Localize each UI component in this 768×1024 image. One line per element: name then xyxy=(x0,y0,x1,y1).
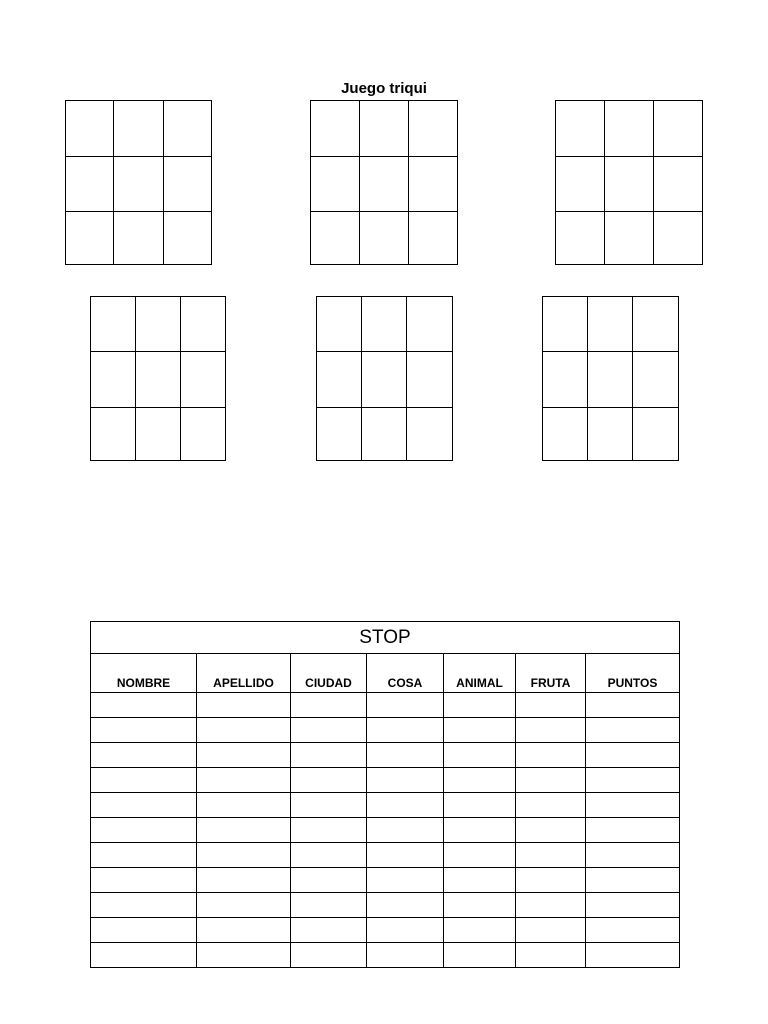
table-cell[interactable] xyxy=(444,918,516,943)
table-cell[interactable] xyxy=(291,768,367,793)
tictactoe-cell[interactable] xyxy=(543,352,588,408)
table-cell[interactable] xyxy=(586,943,680,968)
tictactoe-grid xyxy=(90,296,226,461)
table-cell[interactable] xyxy=(586,768,680,793)
table-cell[interactable] xyxy=(516,743,586,768)
table-cell[interactable] xyxy=(291,693,367,718)
table-cell[interactable] xyxy=(586,868,680,893)
tictactoe-cell[interactable] xyxy=(164,212,211,264)
table-cell[interactable] xyxy=(91,693,197,718)
table-cell[interactable] xyxy=(197,768,291,793)
column-header-cosa: COSA xyxy=(367,654,444,693)
tictactoe-cell[interactable] xyxy=(362,408,407,460)
table-cell[interactable] xyxy=(91,843,197,868)
column-header-apellido: APELLIDO xyxy=(197,654,291,693)
table-cell[interactable] xyxy=(91,793,197,818)
stop-table-body xyxy=(91,693,680,968)
tictactoe-cell[interactable] xyxy=(360,101,409,157)
tictactoe-cell[interactable] xyxy=(317,408,362,460)
table-cell[interactable] xyxy=(516,718,586,743)
tictactoe-cell[interactable] xyxy=(654,101,702,157)
tictactoe-cell[interactable] xyxy=(556,212,605,264)
table-cell[interactable] xyxy=(586,918,680,943)
tictactoe-grid xyxy=(542,296,679,461)
tictactoe-cell[interactable] xyxy=(91,297,136,352)
table-cell[interactable] xyxy=(197,918,291,943)
table-cell[interactable] xyxy=(197,793,291,818)
table-cell[interactable] xyxy=(197,718,291,743)
tictactoe-cell[interactable] xyxy=(409,157,457,212)
tictactoe-cell[interactable] xyxy=(407,352,452,408)
tictactoe-cell[interactable] xyxy=(317,352,362,408)
table-cell[interactable] xyxy=(197,843,291,868)
table-cell[interactable] xyxy=(197,743,291,768)
table-cell[interactable] xyxy=(291,868,367,893)
table-cell[interactable] xyxy=(516,868,586,893)
table-cell[interactable] xyxy=(291,793,367,818)
table-cell[interactable] xyxy=(367,743,444,768)
tictactoe-cell[interactable] xyxy=(588,297,633,352)
table-cell[interactable] xyxy=(197,818,291,843)
table-cell[interactable] xyxy=(91,718,197,743)
tictactoe-cell[interactable] xyxy=(409,212,457,264)
table-row xyxy=(91,743,680,768)
table-cell[interactable] xyxy=(516,693,586,718)
table-cell[interactable] xyxy=(444,768,516,793)
table-cell[interactable] xyxy=(367,693,444,718)
table-cell[interactable] xyxy=(516,768,586,793)
table-cell[interactable] xyxy=(516,943,586,968)
table-row xyxy=(91,943,680,968)
tictactoe-cell[interactable] xyxy=(605,157,654,212)
table-row xyxy=(91,768,680,793)
column-header-ciudad: CIUDAD xyxy=(291,654,367,693)
table-cell[interactable] xyxy=(291,943,367,968)
table-cell[interactable] xyxy=(586,743,680,768)
tictactoe-cell[interactable] xyxy=(654,212,702,264)
tictactoe-grid xyxy=(316,296,453,461)
tictactoe-cell[interactable] xyxy=(605,101,654,157)
table-cell[interactable] xyxy=(291,893,367,918)
table-row xyxy=(91,843,680,868)
tictactoe-cell[interactable] xyxy=(407,297,452,352)
tictactoe-cell[interactable] xyxy=(543,297,588,352)
stop-title: STOP xyxy=(91,622,680,654)
tictactoe-cell[interactable] xyxy=(556,157,605,212)
table-cell[interactable] xyxy=(91,768,197,793)
tictactoe-cell[interactable] xyxy=(66,157,114,212)
table-row xyxy=(91,793,680,818)
table-cell[interactable] xyxy=(197,868,291,893)
table-cell[interactable] xyxy=(291,918,367,943)
table-cell[interactable] xyxy=(367,793,444,818)
table-cell[interactable] xyxy=(516,793,586,818)
table-cell[interactable] xyxy=(444,693,516,718)
table-cell[interactable] xyxy=(586,693,680,718)
table-cell[interactable] xyxy=(367,893,444,918)
table-cell[interactable] xyxy=(586,893,680,918)
table-row xyxy=(91,868,680,893)
table-cell[interactable] xyxy=(444,868,516,893)
table-cell[interactable] xyxy=(444,943,516,968)
tictactoe-grid xyxy=(555,100,703,265)
tictactoe-cell[interactable] xyxy=(181,297,225,352)
tictactoe-cell[interactable] xyxy=(556,101,605,157)
tictactoe-cell[interactable] xyxy=(409,101,457,157)
table-cell[interactable] xyxy=(197,943,291,968)
table-cell[interactable] xyxy=(586,843,680,868)
tictactoe-cell[interactable] xyxy=(136,352,181,408)
tictactoe-cell[interactable] xyxy=(311,212,360,264)
tictactoe-cell[interactable] xyxy=(114,212,164,264)
tictactoe-cell[interactable] xyxy=(407,408,452,460)
table-cell[interactable] xyxy=(367,943,444,968)
tictactoe-grid xyxy=(310,100,458,265)
table-cell[interactable] xyxy=(367,843,444,868)
column-header-nombre: NOMBRE xyxy=(91,654,197,693)
table-cell[interactable] xyxy=(291,718,367,743)
tictactoe-cell[interactable] xyxy=(66,212,114,264)
table-cell[interactable] xyxy=(91,943,197,968)
table-cell[interactable] xyxy=(444,743,516,768)
table-cell[interactable] xyxy=(516,843,586,868)
tictactoe-cell[interactable] xyxy=(633,352,678,408)
table-row xyxy=(91,918,680,943)
tictactoe-cell[interactable] xyxy=(91,408,136,460)
tictactoe-cell[interactable] xyxy=(114,101,164,157)
tictactoe-cell[interactable] xyxy=(360,157,409,212)
tictactoe-cell[interactable] xyxy=(588,408,633,460)
tictactoe-cell[interactable] xyxy=(91,352,136,408)
column-header-animal: ANIMAL xyxy=(444,654,516,693)
table-cell[interactable] xyxy=(444,818,516,843)
table-cell[interactable] xyxy=(91,893,197,918)
table-cell[interactable] xyxy=(91,818,197,843)
table-cell[interactable] xyxy=(367,768,444,793)
tictactoe-cell[interactable] xyxy=(362,352,407,408)
tictactoe-cell[interactable] xyxy=(66,101,114,157)
table-cell[interactable] xyxy=(197,893,291,918)
table-cell[interactable] xyxy=(91,868,197,893)
tictactoe-cell[interactable] xyxy=(362,297,407,352)
table-cell[interactable] xyxy=(367,868,444,893)
table-cell[interactable] xyxy=(367,718,444,743)
tictactoe-title: Juego triqui xyxy=(341,80,427,97)
table-cell[interactable] xyxy=(444,793,516,818)
tictactoe-grid xyxy=(65,100,212,265)
table-cell[interactable] xyxy=(91,743,197,768)
tictactoe-cell[interactable] xyxy=(164,101,211,157)
tictactoe-cell[interactable] xyxy=(164,157,211,212)
tictactoe-cell[interactable] xyxy=(181,408,225,460)
tictactoe-cell[interactable] xyxy=(543,408,588,460)
table-cell[interactable] xyxy=(586,718,680,743)
table-cell[interactable] xyxy=(291,843,367,868)
tictactoe-cell[interactable] xyxy=(136,408,181,460)
tictactoe-cell[interactable] xyxy=(311,157,360,212)
table-cell[interactable] xyxy=(367,918,444,943)
tictactoe-cell[interactable] xyxy=(317,297,362,352)
tictactoe-cell[interactable] xyxy=(181,352,225,408)
table-cell[interactable] xyxy=(291,743,367,768)
tictactoe-cell[interactable] xyxy=(633,408,678,460)
table-cell[interactable] xyxy=(516,918,586,943)
table-cell[interactable] xyxy=(197,693,291,718)
table-cell[interactable] xyxy=(367,818,444,843)
table-cell[interactable] xyxy=(586,793,680,818)
tictactoe-cell[interactable] xyxy=(136,297,181,352)
tictactoe-cell[interactable] xyxy=(588,352,633,408)
column-header-puntos: PUNTOS xyxy=(586,654,680,693)
table-row xyxy=(91,893,680,918)
table-cell[interactable] xyxy=(516,818,586,843)
tictactoe-cell[interactable] xyxy=(654,157,702,212)
table-cell[interactable] xyxy=(291,818,367,843)
table-row xyxy=(91,693,680,718)
table-cell[interactable] xyxy=(444,718,516,743)
stop-table xyxy=(90,621,680,968)
column-header-fruta: FRUTA xyxy=(516,654,586,693)
table-cell[interactable] xyxy=(444,893,516,918)
tictactoe-cell[interactable] xyxy=(360,212,409,264)
table-cell[interactable] xyxy=(91,918,197,943)
tictactoe-cell[interactable] xyxy=(633,297,678,352)
table-row xyxy=(91,818,680,843)
table-cell[interactable] xyxy=(516,893,586,918)
table-cell[interactable] xyxy=(586,818,680,843)
tictactoe-cell[interactable] xyxy=(114,157,164,212)
table-row xyxy=(91,718,680,743)
table-cell[interactable] xyxy=(444,843,516,868)
tictactoe-cell[interactable] xyxy=(605,212,654,264)
tictactoe-cell[interactable] xyxy=(311,101,360,157)
